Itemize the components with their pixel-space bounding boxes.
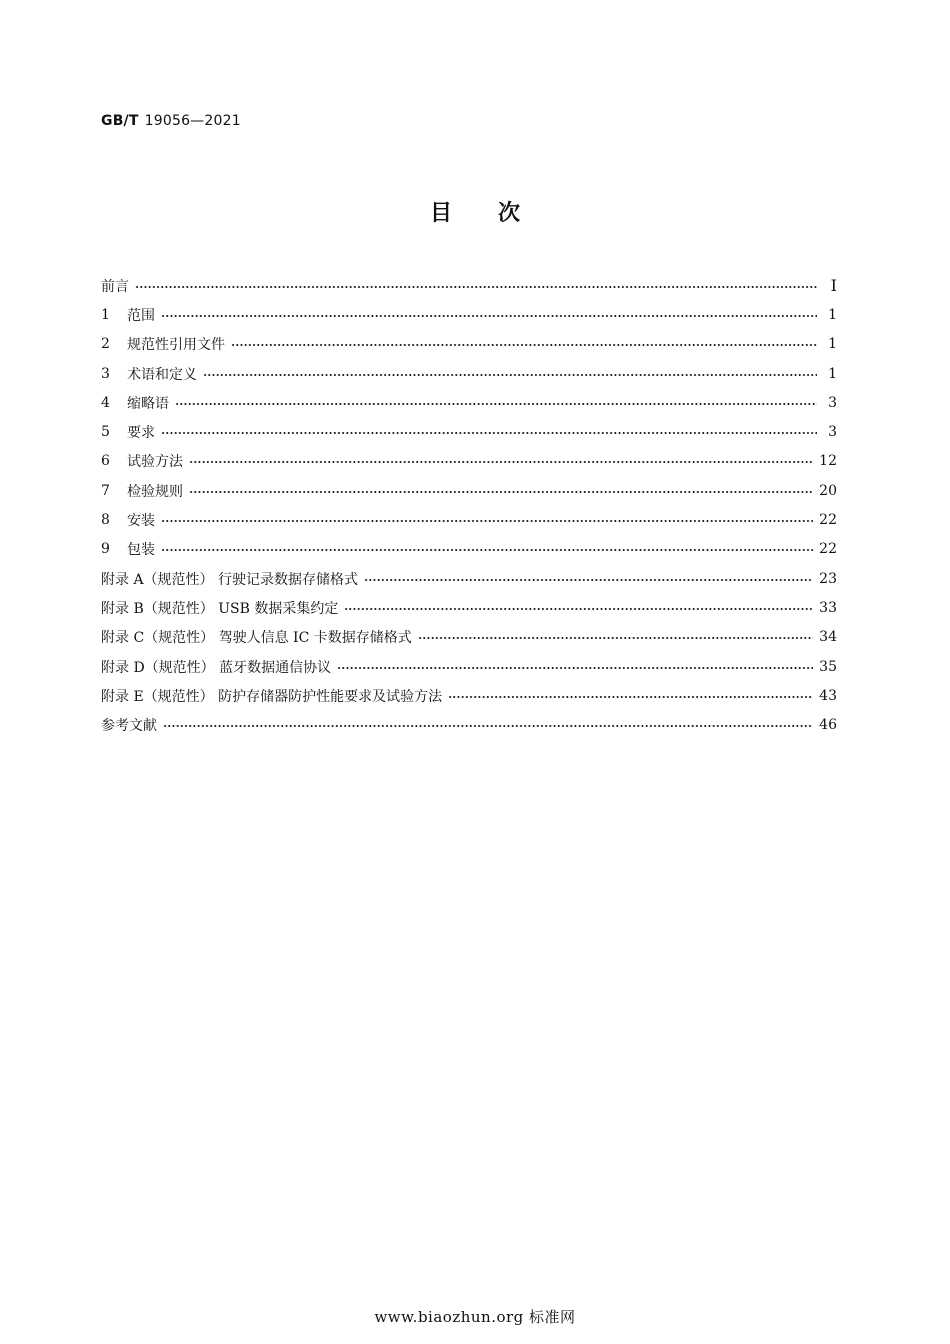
toc-entry-page: 43 (819, 687, 837, 704)
toc-entry-test-methods[interactable] (101, 447, 837, 476)
toc-entry-label: 附录 B（规范性） USB 数据采集约定 (101, 600, 339, 617)
dot-leader (161, 426, 817, 440)
toc-entry-terms[interactable] (101, 359, 837, 388)
toc-entry-page: 46 (819, 717, 837, 734)
toc-entry-label: 范围 (127, 307, 155, 324)
toc-entry-normative-references[interactable] (101, 330, 837, 359)
toc-entry-inspection-rules[interactable] (101, 476, 837, 505)
dot-leader (135, 280, 817, 294)
toc-entry-requirements[interactable] (101, 417, 837, 446)
toc-entry-label: 规范性引用文件 (127, 337, 225, 354)
dot-leader (344, 602, 813, 616)
toc-entry-number: 1 (101, 306, 110, 323)
toc-entry-annex-e[interactable] (101, 681, 837, 710)
toc-entry-page: 35 (819, 658, 837, 675)
toc-entry-page: 1 (828, 336, 837, 353)
toc-entry-label: 参考文献 (101, 718, 157, 735)
toc-entry-installation[interactable] (101, 505, 837, 534)
toc-entry-page: 1 (828, 365, 837, 382)
toc-entry-label: 包装 (127, 542, 155, 559)
toc-entry-packaging[interactable] (101, 535, 837, 564)
dot-leader (448, 690, 813, 704)
toc-entry-label: 缩略语 (127, 395, 169, 412)
standard-code (101, 113, 241, 129)
toc-entry-page: 3 (828, 394, 837, 411)
dot-leader (364, 573, 813, 587)
toc-entry-scope[interactable] (101, 300, 837, 329)
toc-entry-label: 附录 D（规范性） 蓝牙数据通信协议 (101, 659, 332, 676)
toc-entry-label: 试验方法 (127, 454, 183, 471)
toc-entry-bibliography[interactable] (101, 710, 837, 739)
table-of-contents (101, 271, 837, 740)
toc-entry-label: 要求 (127, 425, 155, 442)
toc-entry-page: 3 (828, 424, 837, 441)
dot-leader (161, 543, 813, 557)
toc-entry-annex-d[interactable] (101, 652, 837, 681)
toc-entry-annex-b[interactable] (101, 593, 837, 622)
toc-entry-label: 附录 A（规范性） 行驶记录数据存储格式 (101, 571, 359, 588)
toc-entry-page: 1 (828, 306, 837, 323)
toc-entry-label: 附录 C（规范性） 驾驶人信息 IC 卡数据存储格式 (101, 630, 412, 647)
toc-entry-page: 34 (819, 629, 837, 646)
toc-entry-page: 22 (819, 512, 837, 529)
dot-leader (189, 485, 813, 499)
dot-leader (161, 309, 817, 323)
toc-entry-number: 7 (101, 482, 110, 499)
toc-entry-page: 22 (819, 541, 837, 558)
standard-number: 19056—2021 (144, 113, 241, 129)
dot-leader (203, 368, 817, 382)
toc-entry-number: 3 (101, 365, 110, 382)
toc-entry-page: 23 (819, 570, 837, 587)
toc-entry-label: 安装 (127, 513, 155, 530)
footer-watermark: www.biaozhun.org 标准网 (374, 1308, 576, 1326)
toc-entry-annex-c[interactable] (101, 623, 837, 652)
toc-entry-label: 检验规则 (127, 483, 183, 500)
toc-entry-number: 5 (101, 424, 110, 441)
dot-leader (161, 514, 813, 528)
toc-entry-number: 9 (101, 541, 110, 558)
dot-leader (175, 397, 817, 411)
dot-leader (337, 661, 813, 675)
toc-entry-number: 4 (101, 394, 110, 411)
toc-entry-label: 术语和定义 (127, 366, 197, 383)
toc-entry-abbreviations[interactable] (101, 388, 837, 417)
toc-entry-number: 6 (101, 453, 110, 470)
toc-entry-page: 12 (819, 453, 837, 470)
toc-entry-label: 附录 E（规范性） 防护存储器防护性能要求及试验方法 (101, 688, 443, 705)
toc-entry-number: 8 (101, 512, 110, 529)
dot-leader (189, 455, 813, 469)
toc-entry-page: 33 (819, 599, 837, 616)
dot-leader (163, 719, 813, 733)
toc-entry-page: 20 (819, 482, 837, 499)
standard-prefix: GB/T (101, 113, 139, 129)
toc-entry-annex-a[interactable] (101, 564, 837, 593)
toc-entry-number: 2 (101, 336, 110, 353)
dot-leader (418, 631, 813, 645)
toc-entry-page: Ⅰ (830, 276, 837, 296)
dot-leader (231, 338, 817, 352)
page-title: 目次 (429, 201, 566, 226)
toc-entry-preface[interactable] (101, 271, 837, 300)
toc-entry-label: 前言 (101, 278, 129, 295)
